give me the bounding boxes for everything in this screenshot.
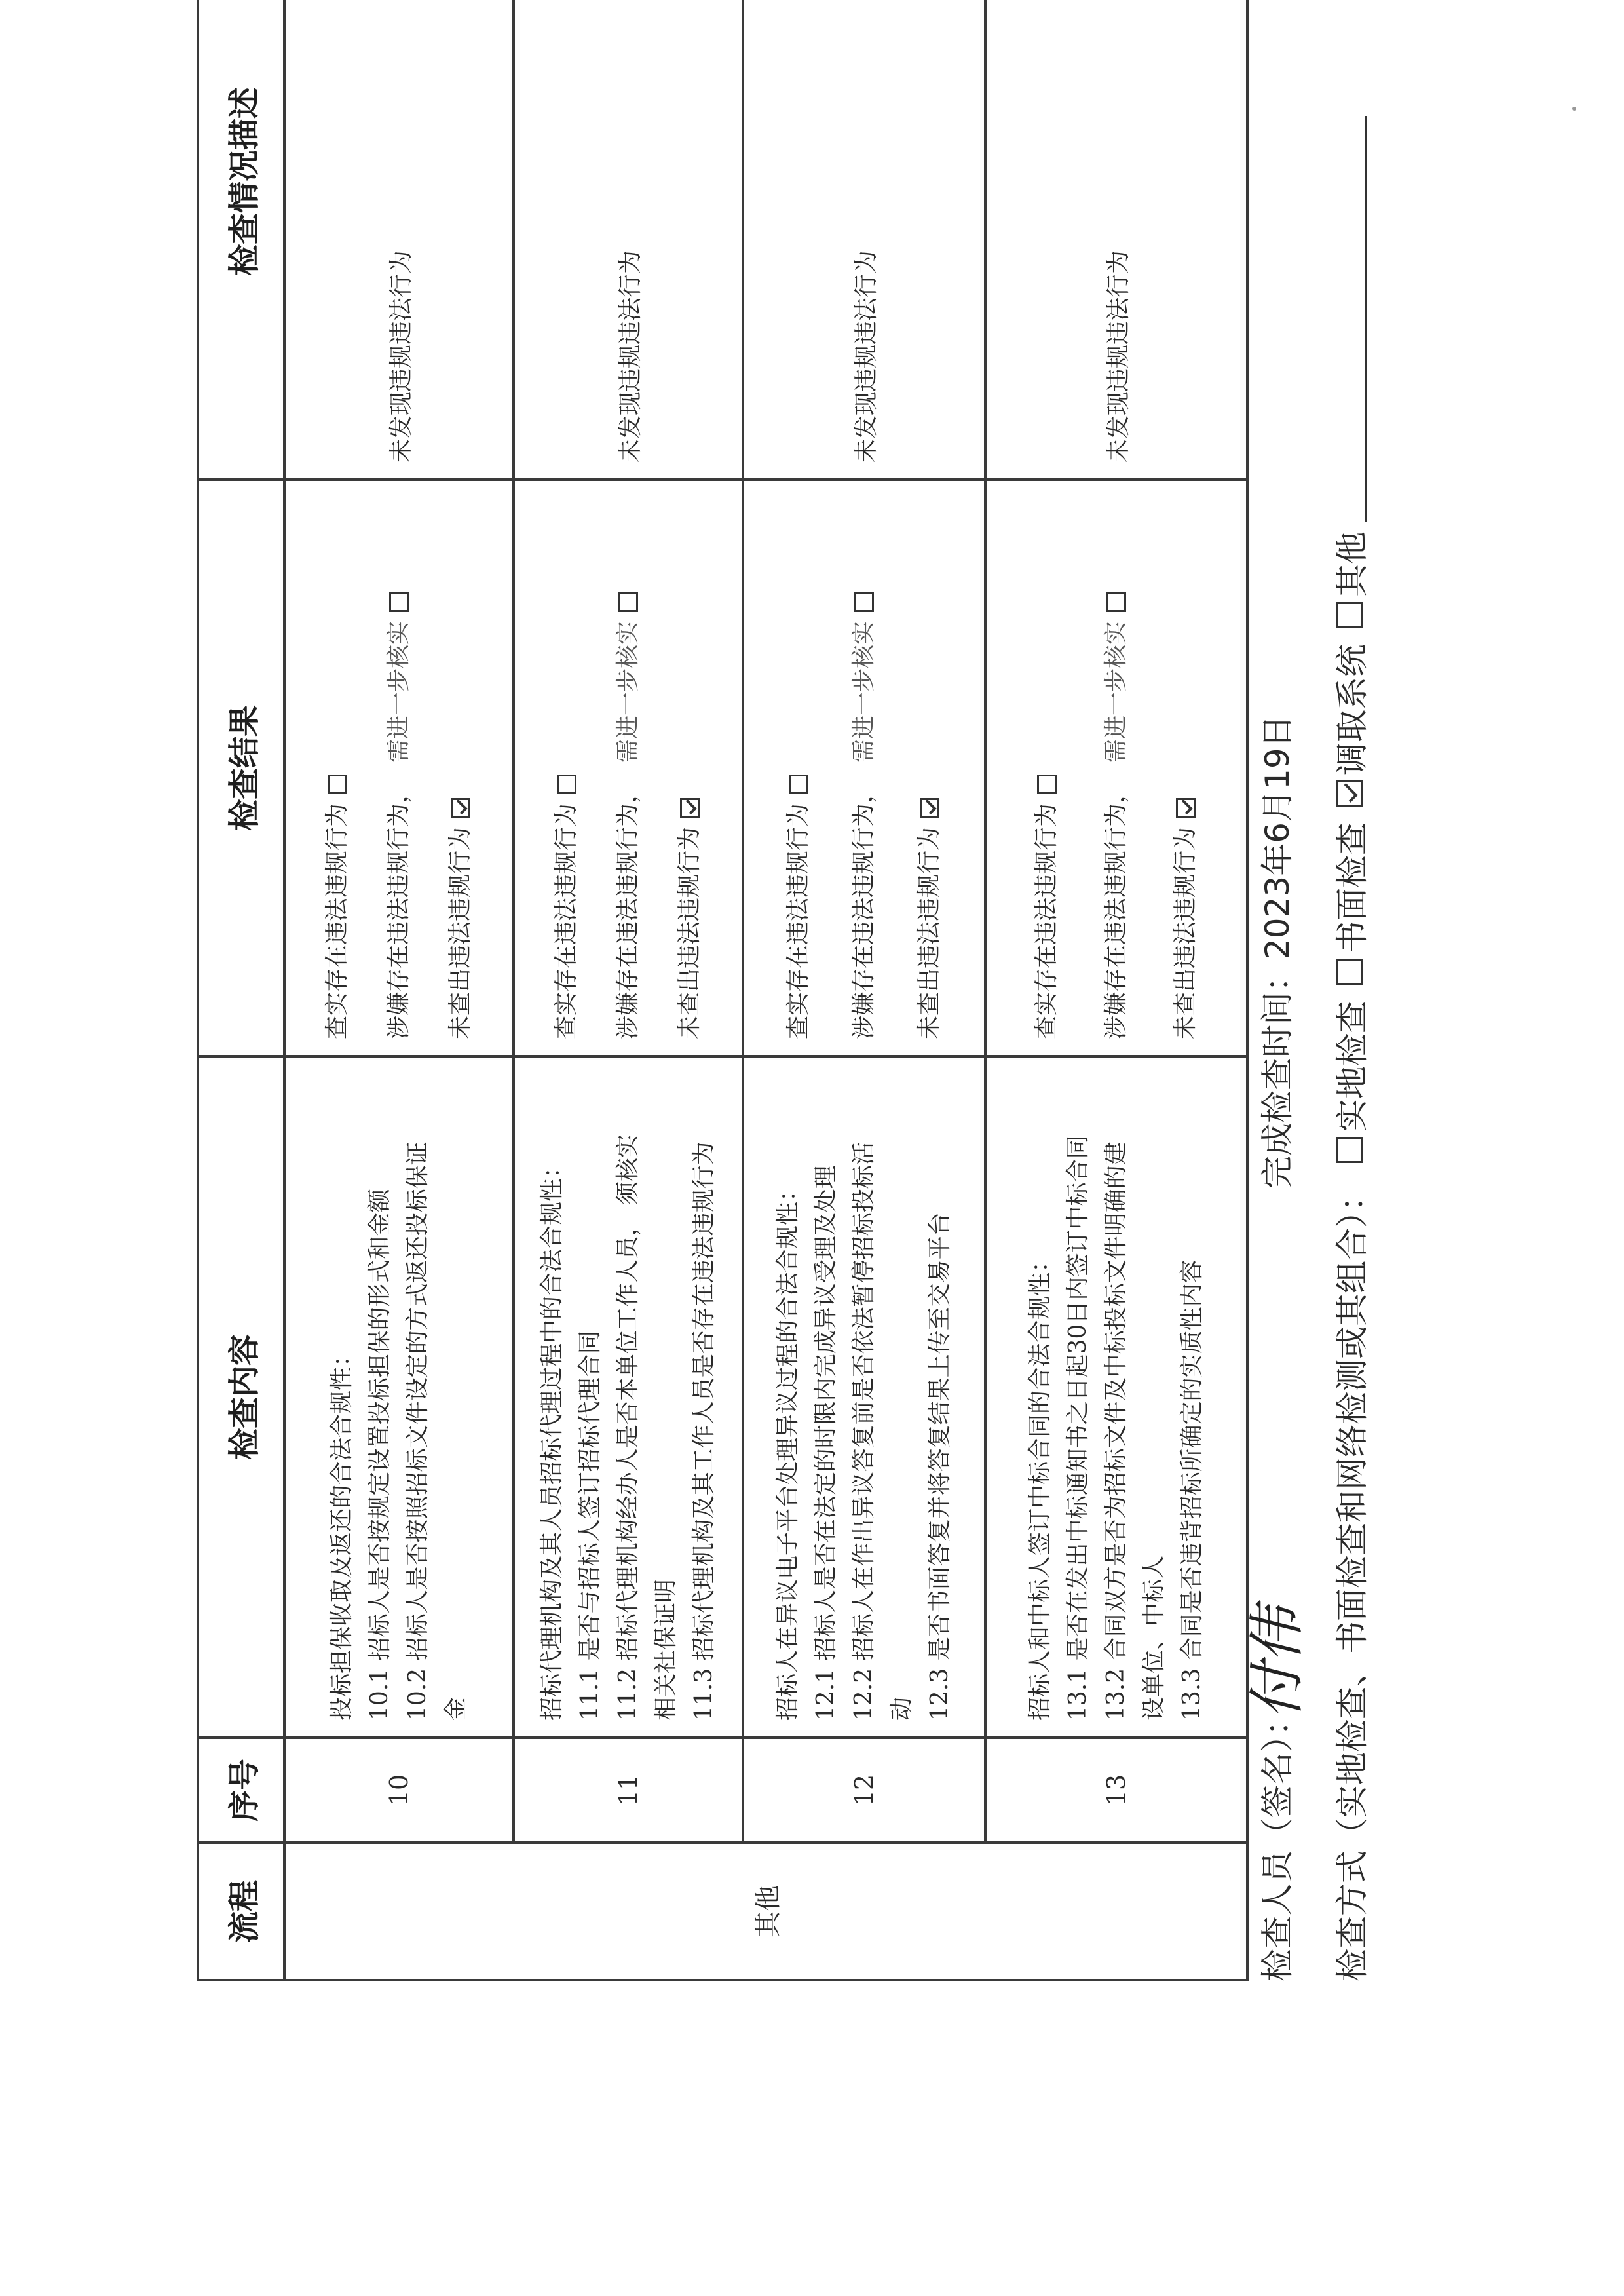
checked-box-icon: [451, 798, 470, 818]
method-written: 书面检查: [1326, 822, 1373, 985]
checked-box-icon: [1176, 798, 1196, 818]
content-line: 投标担保收取及返还的合法合规性：: [328, 1343, 355, 1721]
content-line: 招标人在异议电子平台处理异议过程的合法合规性：: [774, 1177, 801, 1721]
result-confirmed: 查实存在违法违规行为: [548, 497, 586, 1039]
checkbox-icon: [1037, 775, 1057, 794]
checkbox-icon: [1336, 959, 1363, 985]
content-line: 13.1 是否在发出中标通知书之日起30日内签订中标合同: [1065, 1135, 1091, 1721]
checkbox-icon: [789, 775, 808, 794]
inspector-signature: 付伟: [1245, 1607, 1310, 1719]
checkbox-icon: [854, 592, 874, 612]
checked-box-icon: [680, 798, 700, 818]
table-row: [985, 0, 1247, 1980]
row-number: 11: [514, 1738, 743, 1843]
header-content: 检查内容: [198, 1056, 284, 1738]
method-onsite: 实地检查: [1326, 1001, 1373, 1163]
checkbox-icon: [1336, 1137, 1363, 1163]
table-header-row: [198, 0, 284, 1980]
checkbox-icon: [1106, 592, 1126, 612]
result-cell: [985, 480, 1247, 1056]
result-cell: [284, 480, 514, 1056]
result-cell: [514, 480, 743, 1056]
method-other: 其他: [1326, 116, 1373, 628]
checkbox-icon: [328, 775, 347, 794]
header-number: 序号: [198, 1738, 284, 1843]
method-label: 检查方式（实地检查、书面检查和网络检测或其组合）：: [1333, 1179, 1371, 1981]
checked-box-icon: [920, 798, 939, 818]
checkbox-icon: [557, 775, 576, 794]
content-line: 13.2 合同双方是否为招标文件及中标投标文件明确的建: [1103, 1141, 1129, 1721]
result-confirmed: 查实存在违法违规行为: [780, 497, 818, 1039]
description-cell: 未发现违规违法行为: [514, 0, 743, 480]
header-description: 检查情况描述: [198, 0, 284, 480]
checkbox-icon: [618, 592, 638, 612]
header-flow: 流程: [198, 1843, 284, 1980]
content-line: 11.3 招标代理机构及其工作人员是否存在违法违规行为: [690, 1141, 717, 1721]
content-cell: [514, 1056, 743, 1738]
result-none: 未查出违法违规行为: [442, 497, 480, 1039]
signature-row: [1232, 0, 1310, 1981]
result-confirmed: 查实存在违法违规行为: [318, 497, 356, 1039]
result-suspected: 涉嫌存在违法违规行为，需进一步核实: [380, 497, 418, 1039]
flow-cell: [284, 1843, 1247, 1980]
checked-box-icon: [1336, 780, 1363, 807]
result-suspected: 涉嫌存在违法违规行为，需进一步核实: [609, 497, 647, 1039]
method-system: 调取系统: [1326, 644, 1373, 807]
result-cell: [743, 480, 985, 1056]
content-line: 招标代理机构及其人员招标代理过程中的合法合规性：: [538, 1154, 565, 1721]
result-confirmed: 查实存在违法违规行为: [1028, 497, 1066, 1039]
content-cell: [284, 1056, 514, 1738]
content-line: 13.3 合同是否违背招标所确定的实质性内容: [1179, 1259, 1205, 1721]
content-line: 金: [442, 1696, 469, 1721]
content-line: 11.1 是否与招标人签订招标代理合同: [576, 1330, 603, 1721]
scan-speck: [1572, 107, 1576, 111]
table-row: [514, 0, 743, 1980]
row-number: 12: [743, 1738, 985, 1843]
content-line: 11.2 招标代理机构经办人是否本单位工作人员， 须核实: [614, 1134, 641, 1721]
result-none: 未查出违法违规行为: [671, 497, 709, 1039]
content-line: 10.2 招标人是否按照招标文件设定的方式返还投标保证: [404, 1141, 431, 1721]
description-cell: 未发现违规违法行为: [743, 0, 985, 480]
table-row: [743, 0, 985, 1980]
content-cell: [743, 1056, 985, 1738]
inspection-method-row: [1317, 0, 1382, 1981]
content-line: 10.1 招标人是否按规定设置投标担保的形式和金额: [366, 1189, 393, 1721]
content-line: 12.3 是否书面答复并将答复结果上传至交易平台: [926, 1212, 953, 1721]
content-cell: [985, 1056, 1247, 1738]
header-result: 检查结果: [198, 480, 284, 1056]
content-line: 相关社保证明: [652, 1578, 679, 1721]
content-line: 招标人和中标人签订中标合同的合法合规性：: [1027, 1248, 1053, 1721]
result-suspected: 涉嫌存在违法违规行为，需进一步核实: [845, 497, 883, 1039]
row-number: 13: [985, 1738, 1247, 1843]
completion-date: 完成检查时间：2023年6月19日: [1258, 715, 1296, 1189]
content-line: 设单位、中标人: [1141, 1555, 1167, 1721]
other-blank-line: [1332, 116, 1367, 522]
content-line: 12.1 招标人是否在法定的时限内完成异议受理及处理: [812, 1165, 839, 1721]
result-none: 未查出违法违规行为: [1167, 497, 1205, 1039]
checkbox-icon: [389, 592, 409, 612]
description-cell: 未发现违规违法行为: [985, 0, 1247, 480]
result-none: 未查出违法违规行为: [911, 497, 949, 1039]
inspector-label: 检查人员（签名）：: [1258, 1703, 1296, 1981]
content-line: 12.2 招标人在作出异议答复前是否依法暂停招标投标活: [850, 1141, 877, 1721]
result-suspected: 涉嫌存在违法违规行为，需进一步核实: [1097, 497, 1135, 1039]
table-row: [284, 0, 514, 1980]
checkbox-icon: [1336, 602, 1363, 628]
flow-label: 其他: [753, 1885, 784, 1938]
row-number: 10: [284, 1738, 514, 1843]
inspection-table: [197, 0, 1249, 1981]
description-cell: 未发现违规违法行为: [284, 0, 514, 480]
content-line: 动: [888, 1696, 915, 1721]
